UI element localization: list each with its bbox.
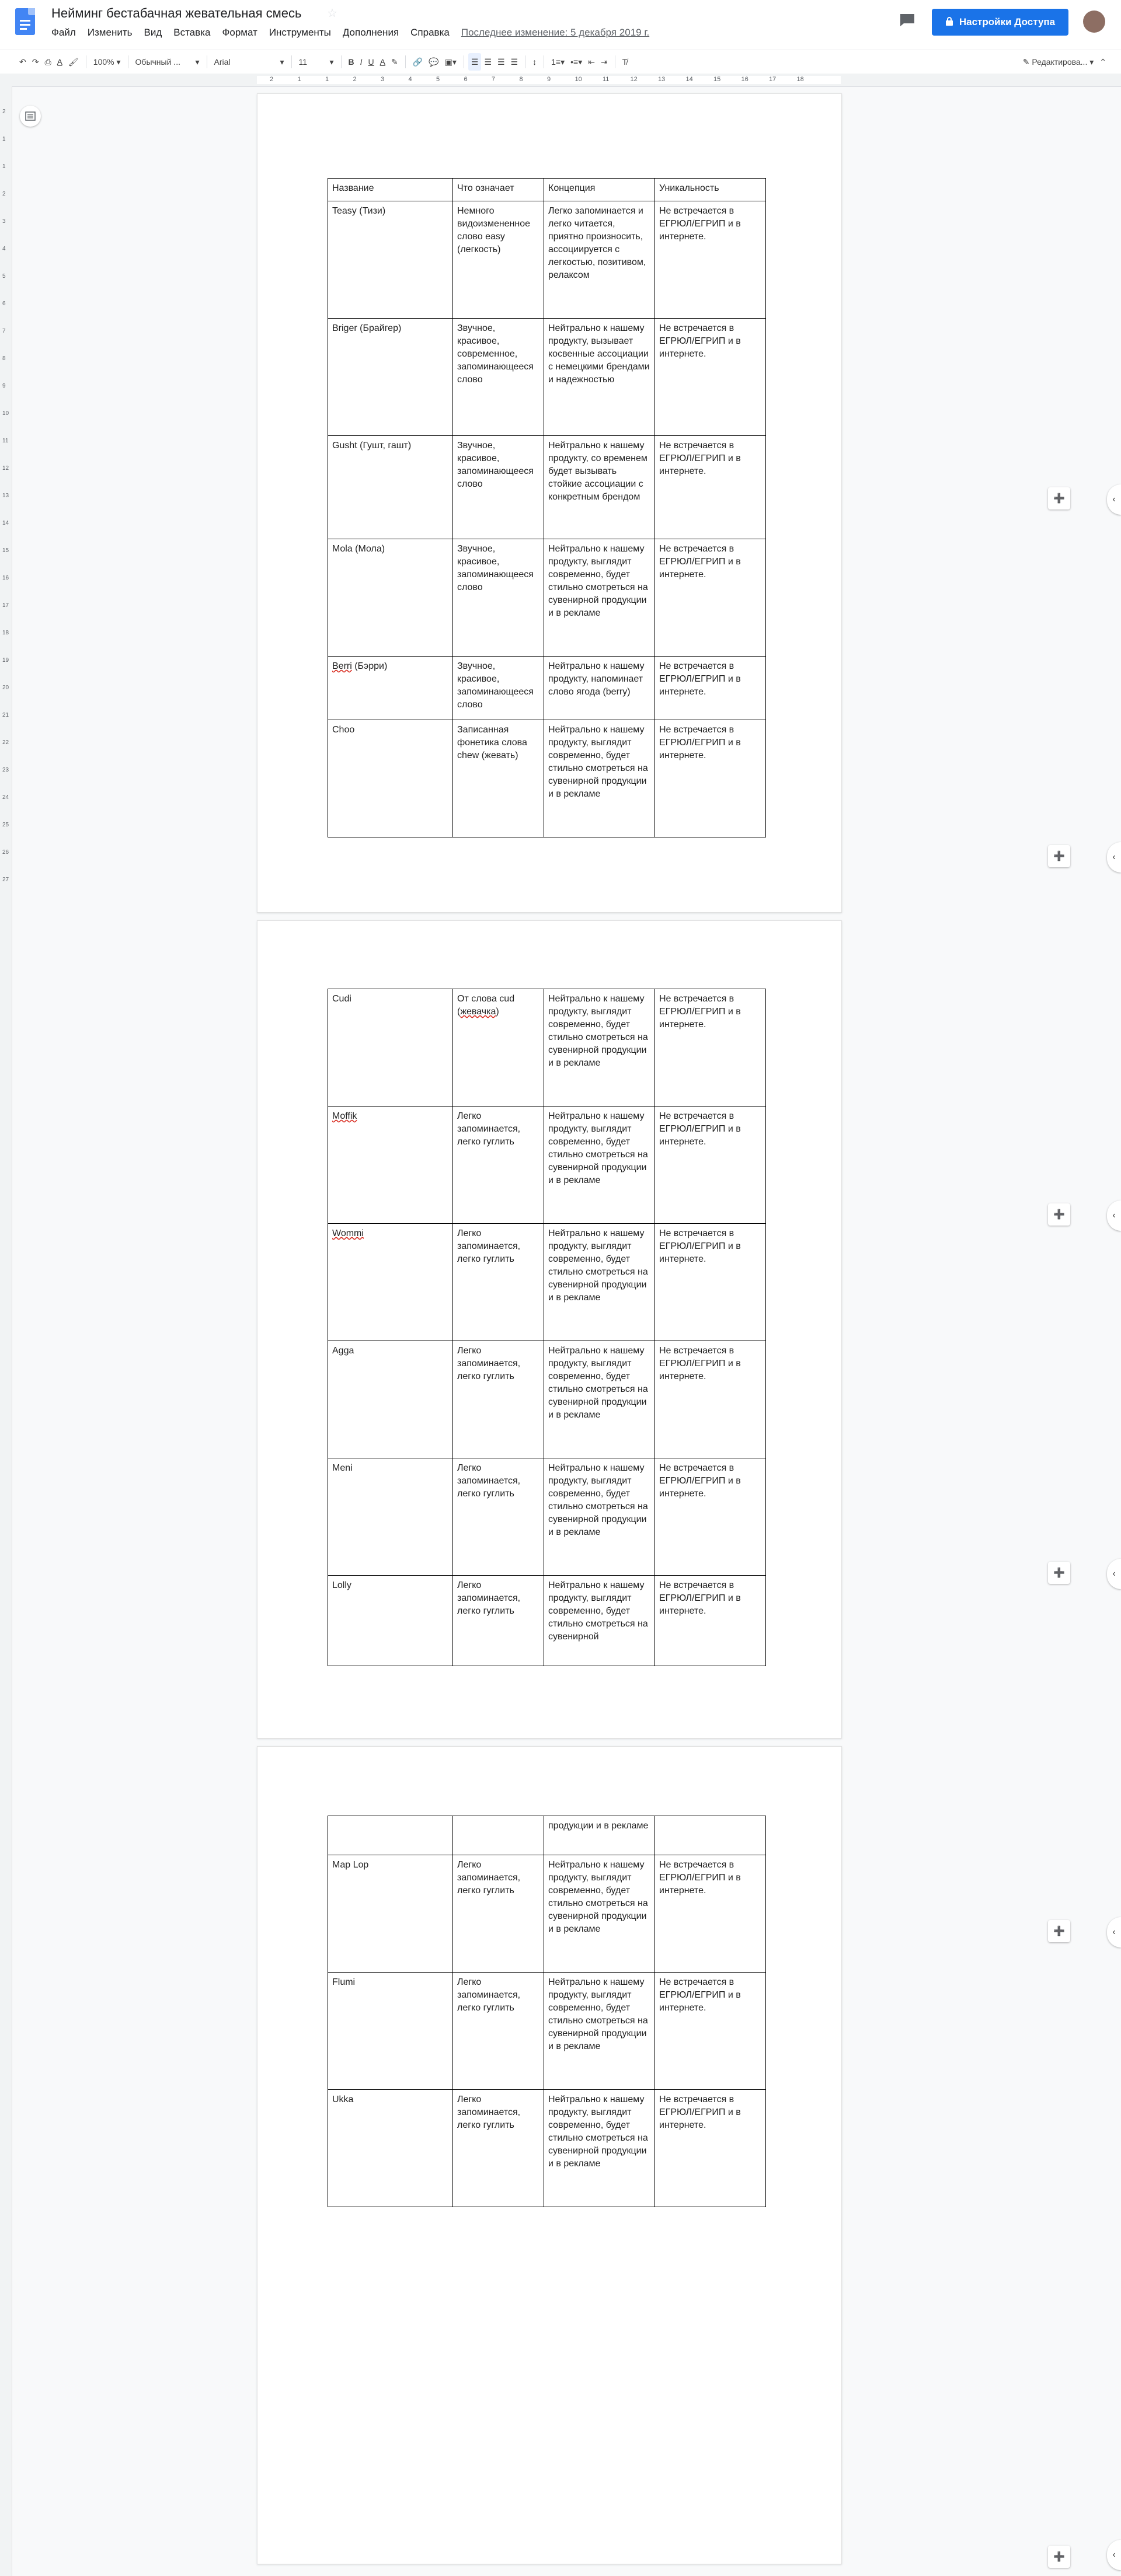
menu-file[interactable]: Файл xyxy=(51,27,76,38)
table-cell[interactable]: Не встречается в ЕГРЮЛ/ЕГРИП и в интернете. xyxy=(655,201,766,319)
table-row xyxy=(328,1973,766,2090)
ruler-mark: 14 xyxy=(2,520,9,526)
horizontal-ruler[interactable] xyxy=(0,74,1121,87)
table-cell[interactable]: Не встречается в ЕГРЮЛ/ЕГРИП и в интернете. xyxy=(655,1458,766,1576)
last-edit-link[interactable]: Последнее изменение: 5 декабря 2019 г. xyxy=(461,27,650,38)
ruler-mark: 13 xyxy=(658,76,666,83)
ruler-mark: 17 xyxy=(2,602,9,609)
spelling-error[interactable]: Berri xyxy=(332,661,352,671)
menu-addons[interactable]: Дополнения xyxy=(342,27,399,38)
document-page[interactable] xyxy=(257,93,842,913)
zoom-select[interactable]: 100% ▾ xyxy=(93,57,121,67)
font-value: Arial xyxy=(214,57,231,67)
naming-table xyxy=(328,989,766,1666)
table-cell[interactable]: Mola (Мола) xyxy=(328,539,453,657)
table-row xyxy=(328,2090,766,2207)
bold-icon[interactable]: B xyxy=(348,57,354,67)
table-cell[interactable]: Легко запоминается, легко гуглить xyxy=(453,1855,544,1973)
ruler-mark: 18 xyxy=(2,630,9,636)
table-cell[interactable]: Ukka xyxy=(328,2090,453,2207)
table-cell[interactable]: Легко запоминается, легко гуглить xyxy=(453,1224,544,1341)
menu-view[interactable]: Вид xyxy=(144,27,162,38)
ruler-mark: 1 xyxy=(2,136,6,142)
style-value: Обычный ... xyxy=(135,57,180,67)
highlight-icon[interactable]: ✎ xyxy=(391,57,398,67)
ruler-mark: 19 xyxy=(2,657,9,664)
side-panel-toggle[interactable] xyxy=(1107,1200,1121,1231)
align-right-icon[interactable]: ☰ xyxy=(497,57,505,67)
ruler-mark: 14 xyxy=(685,76,693,83)
table-cell[interactable] xyxy=(453,1816,544,1855)
ruler-mark: 8 xyxy=(519,76,523,83)
table-cell[interactable]: Не встречается в ЕГРЮЛ/ЕГРИП и в интернете. xyxy=(655,2090,766,2207)
ruler-mark: 5 xyxy=(2,273,6,280)
table-row xyxy=(328,989,766,1107)
table-cell[interactable] xyxy=(328,1107,453,1224)
ruler-mark: 5 xyxy=(436,76,440,83)
ruler-mark: 2 xyxy=(2,191,6,197)
ruler-mark: 16 xyxy=(741,76,749,83)
add-comment-icon: ➕ xyxy=(1053,2552,1065,2562)
increase-indent-icon[interactable]: ⇥ xyxy=(600,57,608,67)
table-cell[interactable]: Звучное, красивое, запоминающееся слово xyxy=(453,539,544,657)
table-cell[interactable]: Нейтрально к нашему продукту, выглядит современно, будет стильно смотреться на сувенирной продукции и в рекламе xyxy=(544,539,655,657)
side-panel-toggle[interactable] xyxy=(1107,2540,1121,2570)
decrease-indent-icon[interactable]: ⇤ xyxy=(588,57,595,67)
table-header-row xyxy=(328,179,766,201)
add-comment-button[interactable] xyxy=(1048,487,1070,509)
table-cell[interactable]: Не встречается в ЕГРЮЛ/ЕГРИП и в интернете. xyxy=(655,720,766,837)
ruler-mark: 9 xyxy=(547,76,551,83)
toolbar-divider xyxy=(405,55,406,68)
lock-icon xyxy=(945,16,953,29)
docs-logo-icon[interactable] xyxy=(15,8,35,35)
ruler-mark: 15 xyxy=(2,547,9,554)
ruler-mark: 2 xyxy=(2,109,6,115)
table-header-cell[interactable]: Название xyxy=(328,179,453,201)
table-cell[interactable]: Не встречается в ЕГРЮЛ/ЕГРИП и в интернете. xyxy=(655,657,766,720)
table-row xyxy=(328,657,766,720)
ruler-mark: 12 xyxy=(2,465,9,472)
table-cell[interactable]: Не встречается в ЕГРЮЛ/ЕГРИП и в интернете. xyxy=(655,1107,766,1224)
ruler-mark: 10 xyxy=(575,76,582,83)
ruler-mark: 18 xyxy=(796,76,804,83)
spelling-error[interactable]: жевачка xyxy=(460,1007,496,1017)
table-cell[interactable]: Легко запоминается, легко гуглить xyxy=(453,1341,544,1458)
editing-mode-value: Редактирова... xyxy=(1032,57,1088,67)
redo-icon[interactable]: ↷ xyxy=(32,57,39,67)
document-page[interactable] xyxy=(257,920,842,1739)
chevron-left-icon: ‹ xyxy=(1112,2550,1116,2560)
line-spacing-icon[interactable]: ↕ xyxy=(532,57,537,67)
ruler-mark: 12 xyxy=(630,76,638,83)
table-cell[interactable]: Нейтрально к нашему продукту, выглядит современно, будет стильно смотреться на сувенирной продукции и в рекламе xyxy=(544,1973,655,2090)
table-cell[interactable]: Briger (Брайгер) xyxy=(328,319,453,436)
table-row xyxy=(328,1224,766,1341)
table-header-cell[interactable]: Уникальность xyxy=(655,179,766,201)
table-cell[interactable]: Не встречается в ЕГРЮЛ/ЕГРИП и в интернете. xyxy=(655,319,766,436)
ruler-mark: 25 xyxy=(2,822,9,828)
app-header xyxy=(0,0,1121,50)
table-cell[interactable]: От слова cud (жевачка) xyxy=(453,989,544,1107)
table-cell[interactable]: Нейтрально к нашему продукту, выглядит современно, будет стильно смотреться на сувенирной xyxy=(544,1576,655,1666)
spellcheck-icon[interactable]: A̲ xyxy=(57,57,63,67)
ruler-mark: 3 xyxy=(2,218,6,225)
table-row xyxy=(328,1816,766,1855)
table-cell[interactable]: Легко запоминается, легко гуглить xyxy=(453,1576,544,1666)
italic-icon[interactable]: I xyxy=(360,57,363,67)
ruler-mark: 17 xyxy=(769,76,777,83)
link-icon[interactable]: 🔗 xyxy=(412,57,423,67)
table-cell[interactable]: Записанная фонетика слова chew (жевать) xyxy=(453,720,544,837)
add-comment-icon: ➕ xyxy=(1053,851,1065,861)
menu-edit[interactable]: Изменить xyxy=(87,27,133,38)
table-cell[interactable]: Berri (Бэрри) xyxy=(328,657,453,720)
share-button-label: Настройки Доступа xyxy=(959,16,1056,27)
table-cell[interactable]: Легко запоминается, легко гуглить xyxy=(453,1973,544,2090)
table-cell[interactable]: Нейтрально к нашему продукту, выглядит современно, будет стильно смотреться на сувенирной продукции и в рекламе xyxy=(544,1341,655,1458)
undo-icon[interactable]: ↶ xyxy=(19,57,26,67)
spelling-error[interactable]: Wommi xyxy=(332,1228,364,1238)
vertical-ruler[interactable] xyxy=(0,86,12,2576)
naming-table xyxy=(328,178,766,837)
table-cell[interactable]: Lolly xyxy=(328,1576,453,1666)
table-cell[interactable]: Нейтрально к нашему продукту, выглядит современно, будет стильно смотреться на сувенирной продукции и в рекламе xyxy=(544,989,655,1107)
print-icon[interactable]: ⎙ xyxy=(44,57,51,67)
ruler-mark: 6 xyxy=(2,301,6,307)
comments-icon[interactable] xyxy=(899,13,915,27)
side-panel-toggle[interactable] xyxy=(1107,484,1121,515)
ruler-mark: 6 xyxy=(464,76,468,83)
table-cell[interactable]: Не встречается в ЕГРЮЛ/ЕГРИП и в интернете. xyxy=(655,436,766,539)
table-row xyxy=(328,1855,766,1973)
align-justify-icon[interactable]: ☰ xyxy=(510,57,518,67)
menu-format[interactable]: Формат xyxy=(222,27,257,38)
menu-insert[interactable]: Вставка xyxy=(173,27,211,38)
menu-tools[interactable]: Инструменты xyxy=(269,27,331,38)
table-cell[interactable]: Немного видоизмененное слово easy (легкость) xyxy=(453,201,544,319)
table-cell[interactable] xyxy=(328,1224,453,1341)
add-comment-icon: ➕ xyxy=(1053,1926,1065,1936)
ruler-mark: 1 xyxy=(2,163,6,170)
star-icon[interactable]: ☆ xyxy=(327,7,337,20)
ruler-mark: 2 xyxy=(270,76,274,83)
ruler-mark: 4 xyxy=(2,246,6,252)
ruler-mark: 11 xyxy=(603,76,610,83)
table-cell[interactable]: Не встречается в ЕГРЮЛ/ЕГРИП и в интернете. xyxy=(655,1973,766,2090)
table-cell[interactable]: Meni xyxy=(328,1458,453,1576)
add-comment-icon: ➕ xyxy=(1053,1210,1065,1220)
table-cell[interactable]: Cudi xyxy=(328,989,453,1107)
table-cell[interactable]: Не встречается в ЕГРЮЛ/ЕГРИП и в интернете. xyxy=(655,989,766,1107)
table-row xyxy=(328,1107,766,1224)
ruler-mark: 27 xyxy=(2,877,9,883)
toolbar xyxy=(0,50,1121,74)
table-cell[interactable]: Не встречается в ЕГРЮЛ/ЕГРИП и в интернете. xyxy=(655,1855,766,1973)
table-cell[interactable]: Не встречается в ЕГРЮЛ/ЕГРИП и в интернете. xyxy=(655,1341,766,1458)
add-comment-icon: ➕ xyxy=(1053,494,1065,504)
font-size-select[interactable]: 11 ▾ xyxy=(298,57,334,67)
numbered-list-icon[interactable]: 1≡▾ xyxy=(551,57,565,67)
ruler-mark: 11 xyxy=(2,438,9,444)
table-cell[interactable]: Нейтрально к нашему продукту, со временем будет вызывать стойкие ассоциации с конкретным брендом xyxy=(544,436,655,539)
table-cell[interactable]: Нейтрально к нашему продукту, выглядит современно, будет стильно смотреться на сувенирной продукции и в рекламе xyxy=(544,720,655,837)
ruler-mark: 3 xyxy=(381,76,385,83)
table-row xyxy=(328,1341,766,1458)
table-cell[interactable]: Нейтрально к нашему продукту, напоминает слово ягода (berry) xyxy=(544,657,655,720)
table-cell[interactable]: Нейтрально к нашему продукту, вызывает косвенные ассоциации с немецкими брендами и надежностью xyxy=(544,319,655,436)
table-cell[interactable]: Не встречается в ЕГРЮЛ/ЕГРИП и в интернете. xyxy=(655,1224,766,1341)
side-panel-toggle[interactable] xyxy=(1107,1559,1121,1589)
style-select[interactable]: Обычный ... ▾ xyxy=(135,57,200,67)
spelling-error[interactable]: Moffik xyxy=(332,1111,357,1121)
table-cell[interactable]: Teasy (Тизи) xyxy=(328,201,453,319)
document-page[interactable] xyxy=(257,1746,842,2564)
zoom-value: 100% xyxy=(93,57,114,67)
table-cell[interactable]: Легко запоминается, легко гуглить xyxy=(453,1458,544,1576)
insert-image-icon[interactable]: ▣▾ xyxy=(444,57,457,67)
menu-help[interactable]: Справка xyxy=(410,27,450,38)
menu-bar xyxy=(51,27,649,39)
share-button[interactable] xyxy=(932,9,1068,36)
ruler-mark: 8 xyxy=(2,355,6,362)
table-row xyxy=(328,319,766,436)
clear-formatting-icon[interactable]: T̸ xyxy=(622,57,628,67)
table-cell[interactable]: Легко запоминается и легко читается, приятно произносить, ассоциируется с легкостью, позитивом, релаксом xyxy=(544,201,655,319)
add-comment-button[interactable] xyxy=(1048,2546,1070,2568)
table-cell[interactable] xyxy=(328,1816,453,1855)
table-cell[interactable]: Нейтрально к нашему продукту, выглядит современно, будет стильно смотреться на сувенирной продукции и в рекламе xyxy=(544,1458,655,1576)
table-cell[interactable]: Звучное, красивое, запоминающееся слово xyxy=(453,436,544,539)
ruler-mark: 16 xyxy=(2,575,9,581)
naming-table xyxy=(328,1816,766,2207)
underline-icon[interactable]: U xyxy=(368,57,374,67)
ruler-mark: 7 xyxy=(492,76,496,83)
side-panel-toggle[interactable] xyxy=(1107,1917,1121,1947)
ruler-mark: 7 xyxy=(2,328,6,334)
side-panel-toggle[interactable] xyxy=(1107,842,1121,872)
table-cell[interactable]: Нейтрально к нашему продукту, выглядит современно, будет стильно смотреться на сувенирной продукции и в рекламе xyxy=(544,1224,655,1341)
ruler-mark: 24 xyxy=(2,794,9,801)
table-cell[interactable]: Agga xyxy=(328,1341,453,1458)
chevron-left-icon: ‹ xyxy=(1112,494,1116,504)
align-center-icon[interactable]: ☰ xyxy=(484,57,492,67)
document-outline-icon[interactable] xyxy=(20,106,41,127)
chevron-left-icon: ‹ xyxy=(1112,852,1116,862)
ruler-mark: 13 xyxy=(2,493,9,499)
document-title[interactable]: Нейминг бестабачная жевательная смесь xyxy=(51,6,302,20)
ruler-mark: 10 xyxy=(2,410,9,417)
table-cell[interactable]: Нейтрально к нашему продукту, выглядит современно, будет стильно смотреться на сувенирной продукции и в рекламе xyxy=(544,1855,655,1973)
table-cell[interactable]: Не встречается в ЕГРЮЛ/ЕГРИП и в интернете. xyxy=(655,539,766,657)
add-comment-button[interactable] xyxy=(1048,1203,1070,1226)
table-cell[interactable]: Choo xyxy=(328,720,453,837)
add-comment-button[interactable] xyxy=(1048,845,1070,867)
table-cell[interactable]: Звучное, красивое, запоминающееся слово xyxy=(453,657,544,720)
table-cell[interactable]: Нейтрально к нашему продукту, выглядит современно, будет стильно смотреться на сувенирной продукции и в рекламе xyxy=(544,1107,655,1224)
table-cell[interactable]: Map Lop xyxy=(328,1855,453,1973)
toolbar-divider xyxy=(341,55,342,68)
table-row xyxy=(328,1576,766,1666)
add-comment-icon[interactable]: 💬 xyxy=(429,57,439,67)
table-cell[interactable]: Легко запоминается, легко гуглить xyxy=(453,2090,544,2207)
font-select[interactable]: Arial ▾ xyxy=(214,57,284,67)
ruler-mark: 9 xyxy=(2,383,6,389)
table-cell[interactable]: Нейтрально к нашему продукту, выглядит современно, будет стильно смотреться на сувенирной продукции и в рекламе xyxy=(544,2090,655,2207)
table-cell[interactable]: Gusht (Гушт, гашт) xyxy=(328,436,453,539)
table-cell[interactable]: продукции и в рекламе xyxy=(544,1816,655,1855)
ruler-mark: 1 xyxy=(325,76,329,83)
ruler-mark: 20 xyxy=(2,685,9,691)
ruler-mark: 4 xyxy=(408,76,412,83)
ruler-mark: 2 xyxy=(353,76,357,83)
ruler-mark: 22 xyxy=(2,739,9,746)
table-row xyxy=(328,539,766,657)
table-cell[interactable]: Звучное, красивое, современное, запоминающееся слово xyxy=(453,319,544,436)
ruler-mark: 21 xyxy=(2,712,9,718)
add-comment-icon: ➕ xyxy=(1053,1568,1065,1578)
text-color-icon[interactable]: A xyxy=(380,57,386,67)
editing-mode-select[interactable]: ✎ Редактирова... ▾ xyxy=(1022,57,1094,67)
table-row xyxy=(328,1458,766,1576)
paint-format-icon[interactable]: 🖌 xyxy=(68,57,79,67)
align-left-icon[interactable]: ☰ xyxy=(468,53,482,71)
bulleted-list-icon[interactable]: •≡▾ xyxy=(570,57,583,67)
font-size-value: 11 xyxy=(298,57,308,67)
table-row xyxy=(328,720,766,837)
ruler-mark: 1 xyxy=(297,76,301,83)
add-comment-button[interactable] xyxy=(1048,1920,1070,1942)
chevron-left-icon: ‹ xyxy=(1112,1569,1116,1579)
table-cell[interactable]: Flumi xyxy=(328,1973,453,2090)
avatar[interactable] xyxy=(1083,11,1105,33)
toolbar-divider xyxy=(291,55,292,68)
ruler-mark: 15 xyxy=(713,76,721,83)
table-row xyxy=(328,201,766,319)
ruler-mark: 26 xyxy=(2,849,9,856)
table-cell[interactable] xyxy=(655,1816,766,1855)
table-cell[interactable]: Легко запоминается, легко гуглить xyxy=(453,1107,544,1224)
pencil-icon: ✎ xyxy=(1022,57,1032,67)
table-header-cell[interactable]: Концепция xyxy=(544,179,655,201)
add-comment-button[interactable] xyxy=(1048,1562,1070,1584)
chevron-left-icon: ‹ xyxy=(1112,1927,1116,1937)
table-header-cell[interactable]: Что означает xyxy=(453,179,544,201)
chevron-left-icon: ‹ xyxy=(1112,1210,1116,1220)
ruler-mark: 23 xyxy=(2,767,9,773)
table-cell[interactable]: Не встречается в ЕГРЮЛ/ЕГРИП и в интернете. xyxy=(655,1576,766,1666)
table-row xyxy=(328,436,766,539)
collapse-icon[interactable]: ⌃ xyxy=(1099,57,1106,67)
